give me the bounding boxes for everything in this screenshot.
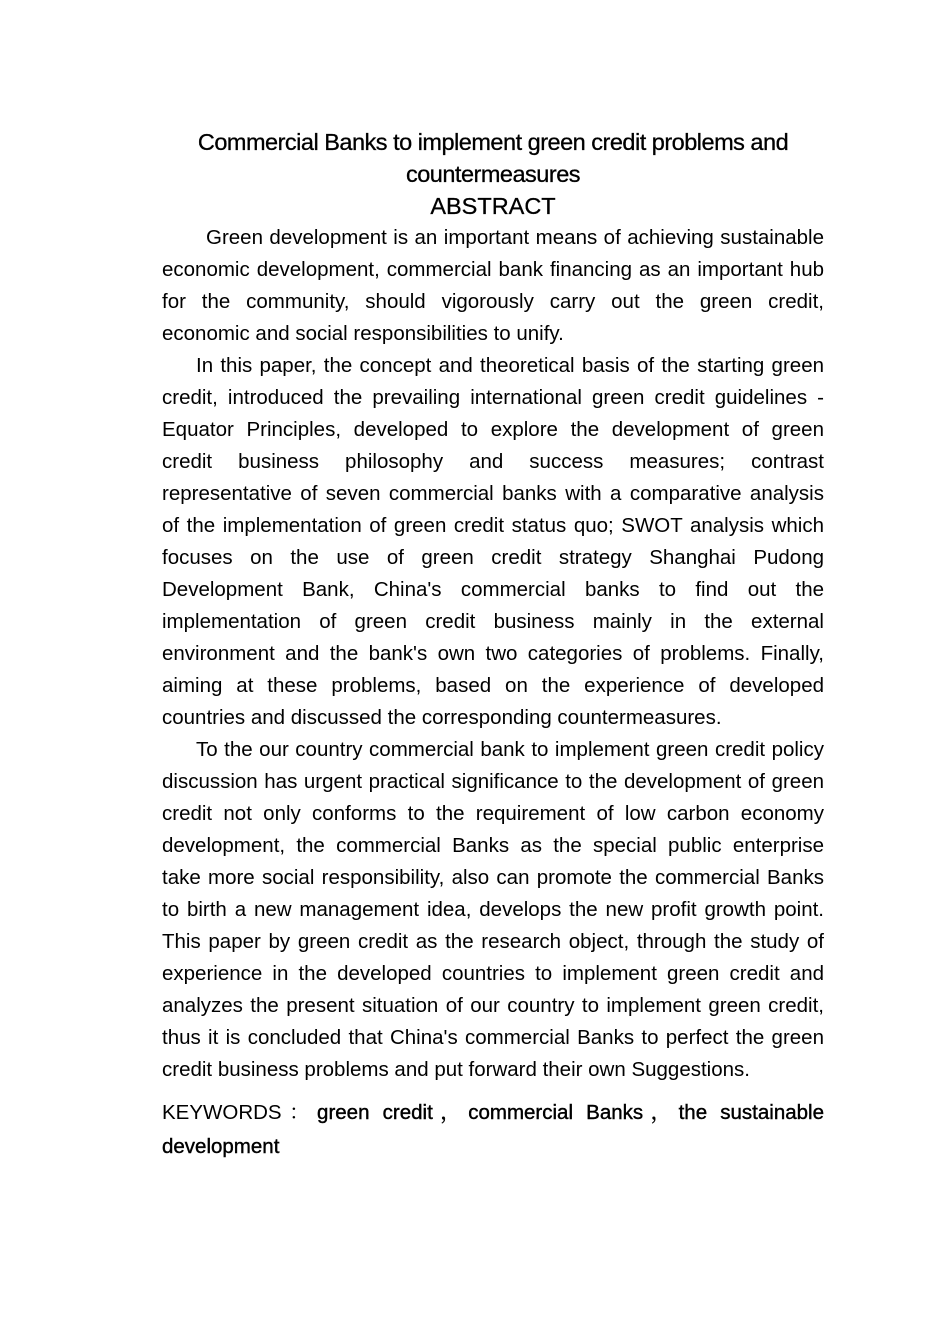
keywords-values: green credit，commercial Banks，the sustainable development [162, 1101, 824, 1158]
keywords-line [162, 1096, 824, 1164]
abstract-heading: ABSTRACT [430, 193, 556, 219]
abstract-paragraph-1: Green development is an important means of achieving sustainable economic development, commercial bank financing as an important hub for the community, should vigorously carry out the green credit, economic and social responsibilities to unify. [162, 226, 824, 345]
abstract-paragraph-3: To the our country commercial bank to implement green credit policy discussion has urgent practical significance to the development of green credit not only conforms to the requirement of low carbon economy development, the commercial Banks as the special public enterprise take more social responsibility, also can promote the commercial Banks to birth a new management idea, develops the new profit growth point. This paper by green credit as the research object, through the study of experience in the developed countries to implement green credit and analyzes the present situation of our country to implement green credit, thus it is concluded that China's commercial Banks to perfect the green credit business problems and put forward their own Suggestions. [162, 738, 824, 1081]
keywords-label: KEYWORDS： [162, 1101, 318, 1124]
document-page [162, 126, 824, 1164]
abstract-paragraph-2: In this paper, the concept and theoretical basis of the starting green credit, introduced the prevailing international green credit guidelines - Equator Principles, developed to explore the development of green credit business philosophy and success measures; contrast representative of seven commercial banks with a comparative analysis of the implementation of green credit status quo; SWOT analysis which focuses on the use of green credit strategy Shanghai Pudong Development Bank, China's commercial banks to find out the implementation of green credit business mainly in the external environment and the bank's own two categories of problems. Finally, aiming at these problems, based on the experience of developed countries and discussed the corresponding countermeasures. [162, 354, 824, 729]
document-title: Commercial Banks to implement green credit problems and countermeasures [197, 129, 789, 187]
